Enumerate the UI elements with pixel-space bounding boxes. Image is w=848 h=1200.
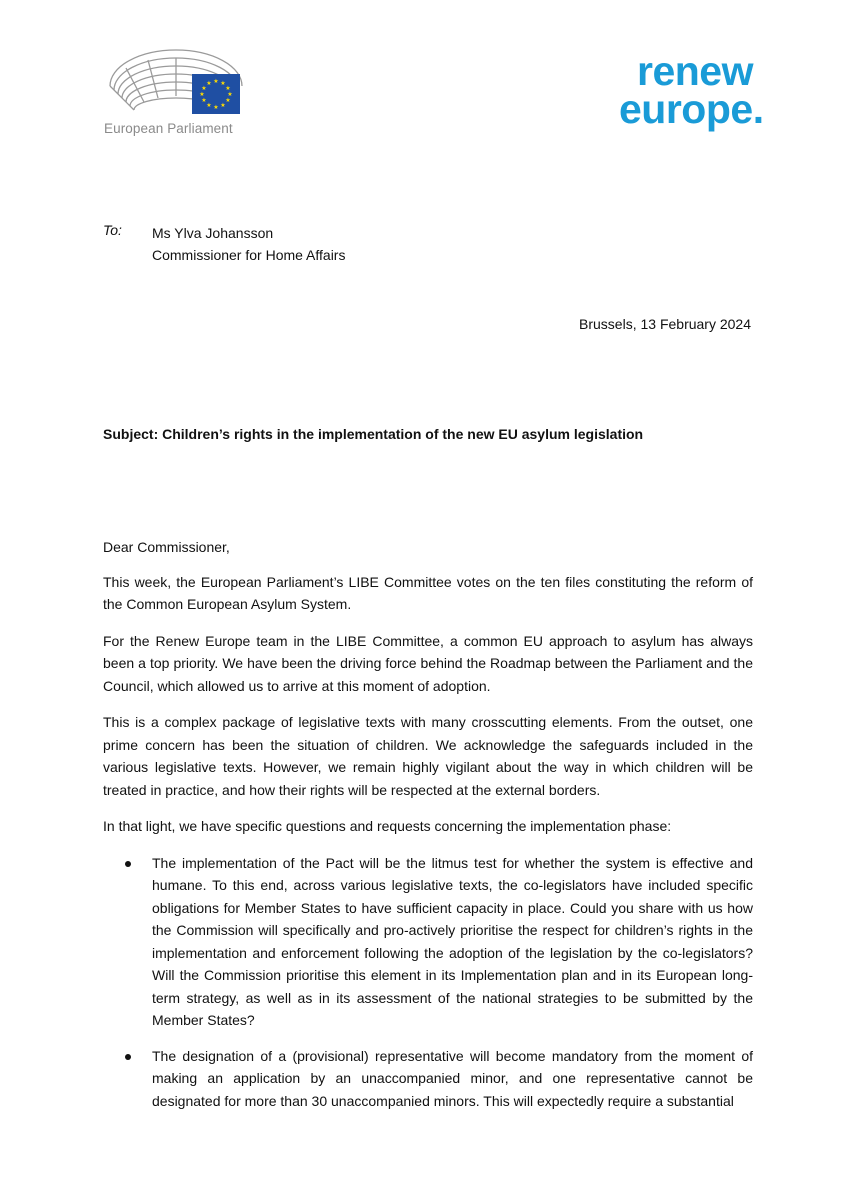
paragraph: For the Renew Europe team in the LIBE Committee, a common EU approach to asylum has always been a top priority. We have been the driving force behind the Roadmap between the Parliament and the Council, which allowed us to arrive at this moment of adoption. xyxy=(103,632,753,694)
salutation: Dear Commissioner, xyxy=(103,539,230,555)
svg-text:★: ★ xyxy=(213,78,219,85)
request-list xyxy=(103,852,753,1113)
list-item xyxy=(103,1045,753,1113)
paragraph: This is a complex package of legislative texts with many crosscutting elements. From the outset, one prime concern has been the situation of children. We acknowledge the safeguards included in the various legislative texts. However, we remain highly vigilant about the way in which children will be treated in practice, and how their rights will be respected at the external borders. xyxy=(103,714,753,798)
renew-logo-line1: renew xyxy=(637,48,753,94)
bullet-icon xyxy=(125,861,131,867)
svg-text:★: ★ xyxy=(227,91,233,98)
list-item-text: The implementation of the Pact will be the litmus test for whether the system is effective and humane. To this end, across various legislative texts, the co-legislators have included specific obligations for Member States to have sufficient capacity in place. Could you share with us how the Commission will specifically and pro-actively prioritise the respect for children’s rights in the implementation and enforcement following the adoption of the legislation by the co-legislators? Will the Commission prioritise this element in its Implementation plan and in its European long-term strategy, as well as in its assessment of the national strategies to be submitted by the Member States? xyxy=(152,854,753,1028)
svg-text:★: ★ xyxy=(206,80,212,87)
to-label: To: xyxy=(103,222,122,238)
subject-line: Subject: Children’s rights in the implementation of the new EU asylum legislation xyxy=(103,426,644,442)
recipient-title: Commissioner for Home Affairs xyxy=(152,247,346,263)
svg-text:★: ★ xyxy=(206,102,212,109)
svg-text:★: ★ xyxy=(199,91,205,98)
renew-europe-logo xyxy=(619,48,809,132)
svg-text:★: ★ xyxy=(213,104,219,111)
recipient-block xyxy=(152,222,345,266)
bullet-icon xyxy=(125,1054,131,1060)
svg-text:★: ★ xyxy=(220,80,226,87)
recipient-name: Ms Ylva Johansson xyxy=(152,225,274,241)
svg-text:★: ★ xyxy=(225,85,231,92)
letter-body xyxy=(103,536,753,1125)
svg-text:★: ★ xyxy=(220,102,226,109)
dateline: Brussels, 13 February 2024 xyxy=(579,316,751,332)
svg-text:★: ★ xyxy=(225,97,231,104)
svg-text:★: ★ xyxy=(201,97,207,104)
list-item-text: The designation of a (provisional) representative will become mandatory from the moment of making an application by an unaccompanied minor, and one representative cannot be designated for more than 30 unaccompanied minors. This will expectedly require a substantial xyxy=(152,1047,753,1109)
ep-logo-label: European Parliament xyxy=(104,121,233,136)
paragraph: This week, the European Parliament’s LIBE Committee votes on the ten files constituting the reform of the Common European Asylum System. xyxy=(103,573,753,612)
list-item xyxy=(103,852,753,1032)
paragraph: In that light, we have specific questions and requests concerning the implementation phase: xyxy=(103,818,672,834)
renew-logo-line2: europe. xyxy=(619,86,764,132)
svg-text:★: ★ xyxy=(201,85,207,92)
